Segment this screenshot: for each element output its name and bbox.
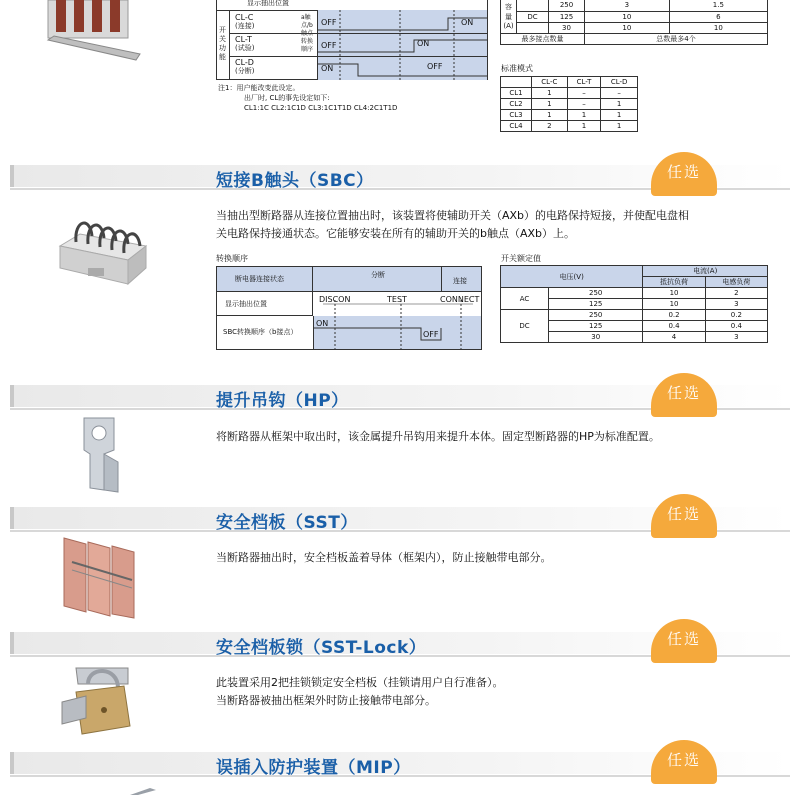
- optional-badge-sbc: 任选: [651, 152, 717, 196]
- note-line3: CL1:1C CL2:1C1D CL3:1C1T1D CL4:2C1T1D: [244, 104, 398, 112]
- max-contacts-label: 最多接点数量: [501, 33, 585, 44]
- clt-name: CL-T: [235, 35, 252, 44]
- sbc-connect-label: 连接: [453, 277, 467, 285]
- note-line2: 出厂时, CL的事先设定如下:: [244, 94, 330, 102]
- sbc-break-label: 分断: [371, 271, 385, 279]
- sbc-b-contact-label: SBC转换顺序（b接点）: [223, 328, 298, 336]
- sbc-rating-table: 电压(V) 电流(A) 抵抗负荷 电感负荷 AC 250 10 2 125 10 3 DC 250 0.2 0.2 125 0.4 0.4 30 4 3: [500, 265, 768, 343]
- optional-badge-hp: 任选: [651, 373, 717, 417]
- padlock-image: [58, 662, 148, 740]
- voltage-header: 电压(V): [501, 266, 643, 288]
- cld-on: ON: [321, 64, 334, 73]
- pos-discon: DISCON: [319, 295, 351, 304]
- clc-on: ON: [461, 18, 474, 27]
- clt-off: OFF: [321, 41, 337, 50]
- sbc-on: ON: [316, 319, 329, 328]
- clc-off: OFF: [321, 18, 337, 27]
- std-mode-table: CL-C CL-T CL-D CL1 1 – – CL2 1 – 1 CL3 1 1 1 CL4 2 1 1: [500, 76, 638, 132]
- section-title-sstlock: 安全档板锁（SST-Lock）: [216, 638, 427, 658]
- optional-badge-sst: 任选: [651, 494, 717, 538]
- sstlock-description-line2: 当断路器被抽出框架外时防止接触带电部分。: [216, 694, 436, 707]
- switch-function-label: 开关功能: [219, 26, 226, 61]
- optional-badge-sstlock: 任选: [651, 619, 717, 663]
- capacity-side-label: 容量(A): [501, 0, 517, 33]
- optional-badge-mip: 任选: [651, 740, 717, 784]
- hp-description: 将断路器从框架中取出时，该金属提升吊钩用来提升本体。固定型断路器的HP为标准配置。: [216, 430, 660, 443]
- safety-shutter-image: [58, 536, 148, 620]
- pos-connect: CONNECT: [440, 295, 480, 304]
- max-contacts-value: 总数最多4个: [585, 33, 768, 44]
- sbc-display-label: 显示抽出位置: [225, 300, 267, 308]
- mip-image-fragment: [90, 780, 160, 789]
- sbc-off: OFF: [423, 330, 439, 339]
- clt-sub: (试验): [235, 44, 255, 52]
- std-mode-title: 标准模式: [501, 64, 533, 73]
- sbc-description-line1: 当抽出型断路器从连接位置抽出时，该装置将使辅助开关（AXb）的电路保持短接，并使配电盘相: [216, 209, 690, 222]
- sbc-rating-title: 开关额定值: [501, 254, 541, 263]
- clc-sequence-table: [216, 0, 488, 80]
- display-position-label: 显示抽出位置: [247, 0, 289, 7]
- clt-on: ON: [417, 39, 430, 48]
- sstlock-description-line1: 此装置采用2把挂锁锁定安全档板（挂锁请用户自行准备）。: [216, 676, 504, 689]
- section-title-hp: 提升吊钩（HP）: [216, 391, 349, 411]
- sequence-lines: [318, 10, 488, 80]
- capacity-table: 容量(A) 250 3 1.5 DC 125 10 6 30 10 10 最多接点数量 总数最多4个: [500, 0, 768, 45]
- note-line1: 注1：用户能改变此设定。: [218, 84, 300, 92]
- sst-description: 当断路器抽出时，安全档板盖着导体（框架内），防止接触带电部分。: [216, 551, 552, 564]
- cld-sub: (分断): [235, 67, 255, 75]
- sbc-product-image: [58, 206, 148, 290]
- cld-name: CL-D: [235, 58, 254, 67]
- contact-side-label: a触点/b 转换顺序: [301, 14, 314, 53]
- clc-name: CL-C: [235, 13, 254, 22]
- clc-sub: (连接): [235, 22, 255, 30]
- lifting-hook-image: [74, 416, 128, 494]
- section-title-mip: 误插入防护装置（MIP）: [216, 758, 411, 778]
- inductive-load-header: 电感负荷: [705, 277, 767, 288]
- resistive-load-header: 抵抗负荷: [643, 277, 705, 288]
- cld-off: OFF: [427, 62, 443, 71]
- current-header: 电流(A): [643, 266, 768, 277]
- pos-test: TEST: [387, 295, 407, 304]
- sbc-sequence-lines: [313, 292, 483, 350]
- section-title-sst: 安全档板（SST）: [216, 513, 358, 533]
- sbc-sequence-table: [216, 266, 482, 350]
- sbc-description-line2: 关电路保持接通状态。它能够安装在所有的辅助开关的b触点（AXb）上。: [216, 227, 576, 240]
- sbc-state-label: 断电器连接状态: [235, 275, 284, 283]
- section-title-sbc: 短接B触头（SBC）: [216, 171, 374, 191]
- breaker-accessory-image: [44, 0, 144, 62]
- sbc-sequence-title: 转换顺序: [216, 254, 248, 263]
